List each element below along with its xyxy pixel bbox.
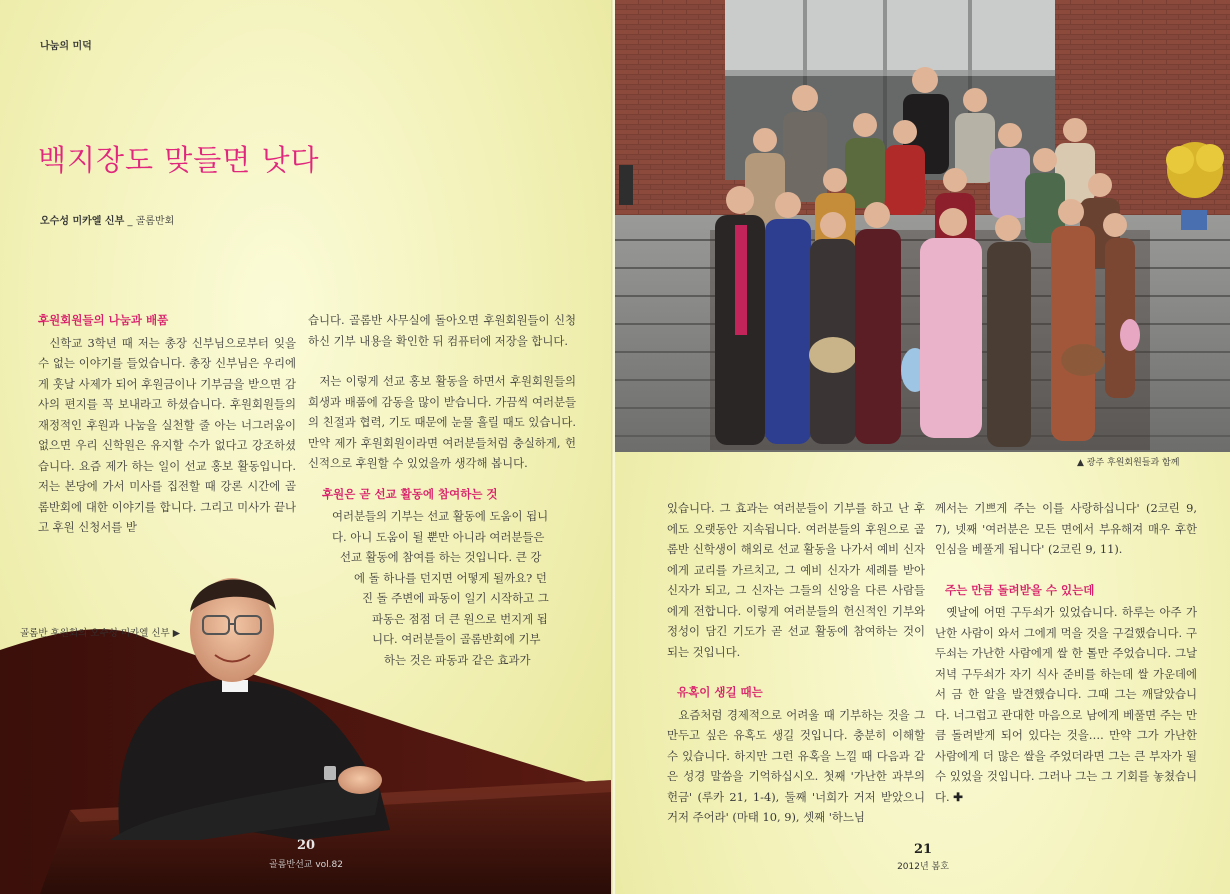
text-column-4	[935, 498, 1197, 807]
text-line: 다. 아니 도움이 될 뿐만 아니라 여러분들은	[332, 529, 545, 544]
photo-caption: 골롬반 후원회의 오수성 미카엘 신부 ▶	[20, 628, 181, 639]
photo-caption: ▲ 광주 후원회원들과 함께	[1077, 458, 1180, 468]
subheading: 주는 만큼 돌려받을 수 있는데	[945, 582, 1095, 597]
text-column-1	[38, 310, 296, 538]
paragraph: 께서는 기쁘게 주는 이를 사랑하십니다' (2코린 9, 7), 넷째 '여러분은 모든 면에서 부유해져 매우 후한 인심을 베풀게 됩니다' (2코린 9, 11).	[935, 501, 1197, 556]
byline-role: _ 골롬반회	[127, 216, 175, 227]
page-footer: 2012년 봄호	[897, 862, 949, 872]
paragraph	[935, 602, 1197, 807]
text-line: 진 돌 주변에 파동이 일기 시작하고 그	[362, 591, 549, 605]
section-tag: 나눔의 미덕	[40, 41, 92, 52]
paragraph: 요즘처럼 경제적으로 어려울 때 기부하는 것을 그만두고 싶은 유혹도 생길 것입니다. 충분히 이해할 수 있습니다. 하지만 그런 유혹을 느낄 때 다음과 같은 성경 말씀을 기억하십시오. 첫째 '가난한 과부의 헌금' (루카 21, 1-4), 둘째 '너희가 거저 받았으니 거저 주어라' (마태 10, 9), 셋째 '하느님	[667, 707, 925, 824]
page-number: 21	[913, 842, 933, 857]
paragraph-text: 옛날에 어떤 구두쇠가 있었습니다. 하루는 아주 가난한 사람이 와서 그에게 먹을 것을 구걸했습니다. 구두쇠는 가난한 사람에게 쌀 한 톨만 주었습니다. 그날 저녁 구두쇠가 자기 식사 준비를 하는데 쌀 가운데에서 금 한 알을 발견했습니다. 그때 그는 깨달았습니다. 너그럽고 관대한 마음으로 남에게 베풀면 주는 만큼 돌려받게 되어 있다는 것을…. 만약 그가 가난한 사람에게 더 많은 쌀을 주었더라면 그는 큰 부자가 될 수 있었을 것입니다. 그러나 그는 그 기회를 놓쳤습니다.	[935, 605, 1197, 804]
left-page	[0, 0, 613, 894]
byline-author: 오수성 미카엘 신부	[40, 216, 125, 227]
subheading: 후원은 곧 선교 활동에 참여하는 것	[322, 486, 498, 501]
group-photo	[615, 0, 1230, 452]
subheading: 후원회원들의 나눔과 배품	[38, 313, 169, 327]
paragraph: 저는 이렇게 선교 홍보 활동을 하면서 후원회원들의 희생과 배품에 감동을 많이 받습니다. 가끔씩 여러분들의 친절과 협력, 기도 때문에 눈물 흘릴 때도 있습니다. 만약 제가 후원회원이라면 여러분들처럼 충실하게, 헌신적으로 후원할 수 있었을까 생각해 봅니다.	[308, 374, 576, 470]
page-number: 20	[296, 838, 316, 853]
text-column-3	[667, 498, 925, 828]
end-mark-icon: ✚	[953, 789, 963, 804]
paragraph: 신학교 3학년 때 저는 총장 신부님으로부터 잊을 수 없는 이야기를 들었습니다. 총장 신부님은 우리에게 훗날 사제가 되어 후원금이나 기부금을 받으면 감사의 편지를 꼭 보내라고 하셨습니다. 후원회원들의 재정적인 후원과 나눔을 실천할 줄 아는 너그러움이 없으면 우리 신학원은 유지할 수가 없다고 강조하셨습니다. 요즘 제가 하는 일이 선교 홍보 활동입니다. 저는 본당에 가서 미사를 집전할 때 강론 시간에 골롬반회에 대한 이야기를 합니다. 그리고 미사가 끝나고 후원 신청서를 받	[38, 335, 296, 534]
page-footer: 골롬반선교 vol.82	[269, 860, 343, 870]
paragraph: 습니다. 골롬반 사무실에 돌아오면 후원회원들이 신청하신 기부 내용을 확인한 뒤 컴퓨터에 저장을 합니다.	[308, 313, 576, 348]
article-title: 백지장도 맞들면 낫다	[38, 143, 320, 177]
text-line: 에 돌 하나를 던지면 어떻게 될까요? 던	[354, 570, 547, 585]
text-line: 니다. 여러분들이 골롬반회에 기부	[372, 632, 541, 646]
text-line: 하는 것은 파동과 같은 효과가	[384, 652, 531, 667]
byline	[40, 212, 174, 227]
text-line: 선교 활동에 참여를 하는 것입니다. 큰 강	[340, 550, 542, 564]
right-page	[615, 0, 1230, 894]
text-line: 파동은 점점 더 큰 원으로 번지게 됩	[372, 611, 548, 626]
paragraph: 있습니다. 그 효과는 여러분들이 기부를 하고 난 후에도 오랫동안 지속됩니다. 여러분들의 후원으로 골롬반 신학생이 해외로 선교 활동을 나가서 예비 신자에게 교리를 가르치고, 그 예비 신자가 세례를 받아 신자가 되고, 그 신자는 그들의 신앙을 다른 사람들에게 전합니다. 이렇게 여러분들의 헌신적인 기부와 정성이 담긴 기도가 곧 선교 활동에 참여하는 것이 되는 것입니다.	[667, 501, 925, 659]
subheading: 유혹이 생길 때는	[677, 685, 763, 699]
text-line: 여러분들의 기부는 선교 활동에 도움이 됩니	[332, 509, 549, 523]
